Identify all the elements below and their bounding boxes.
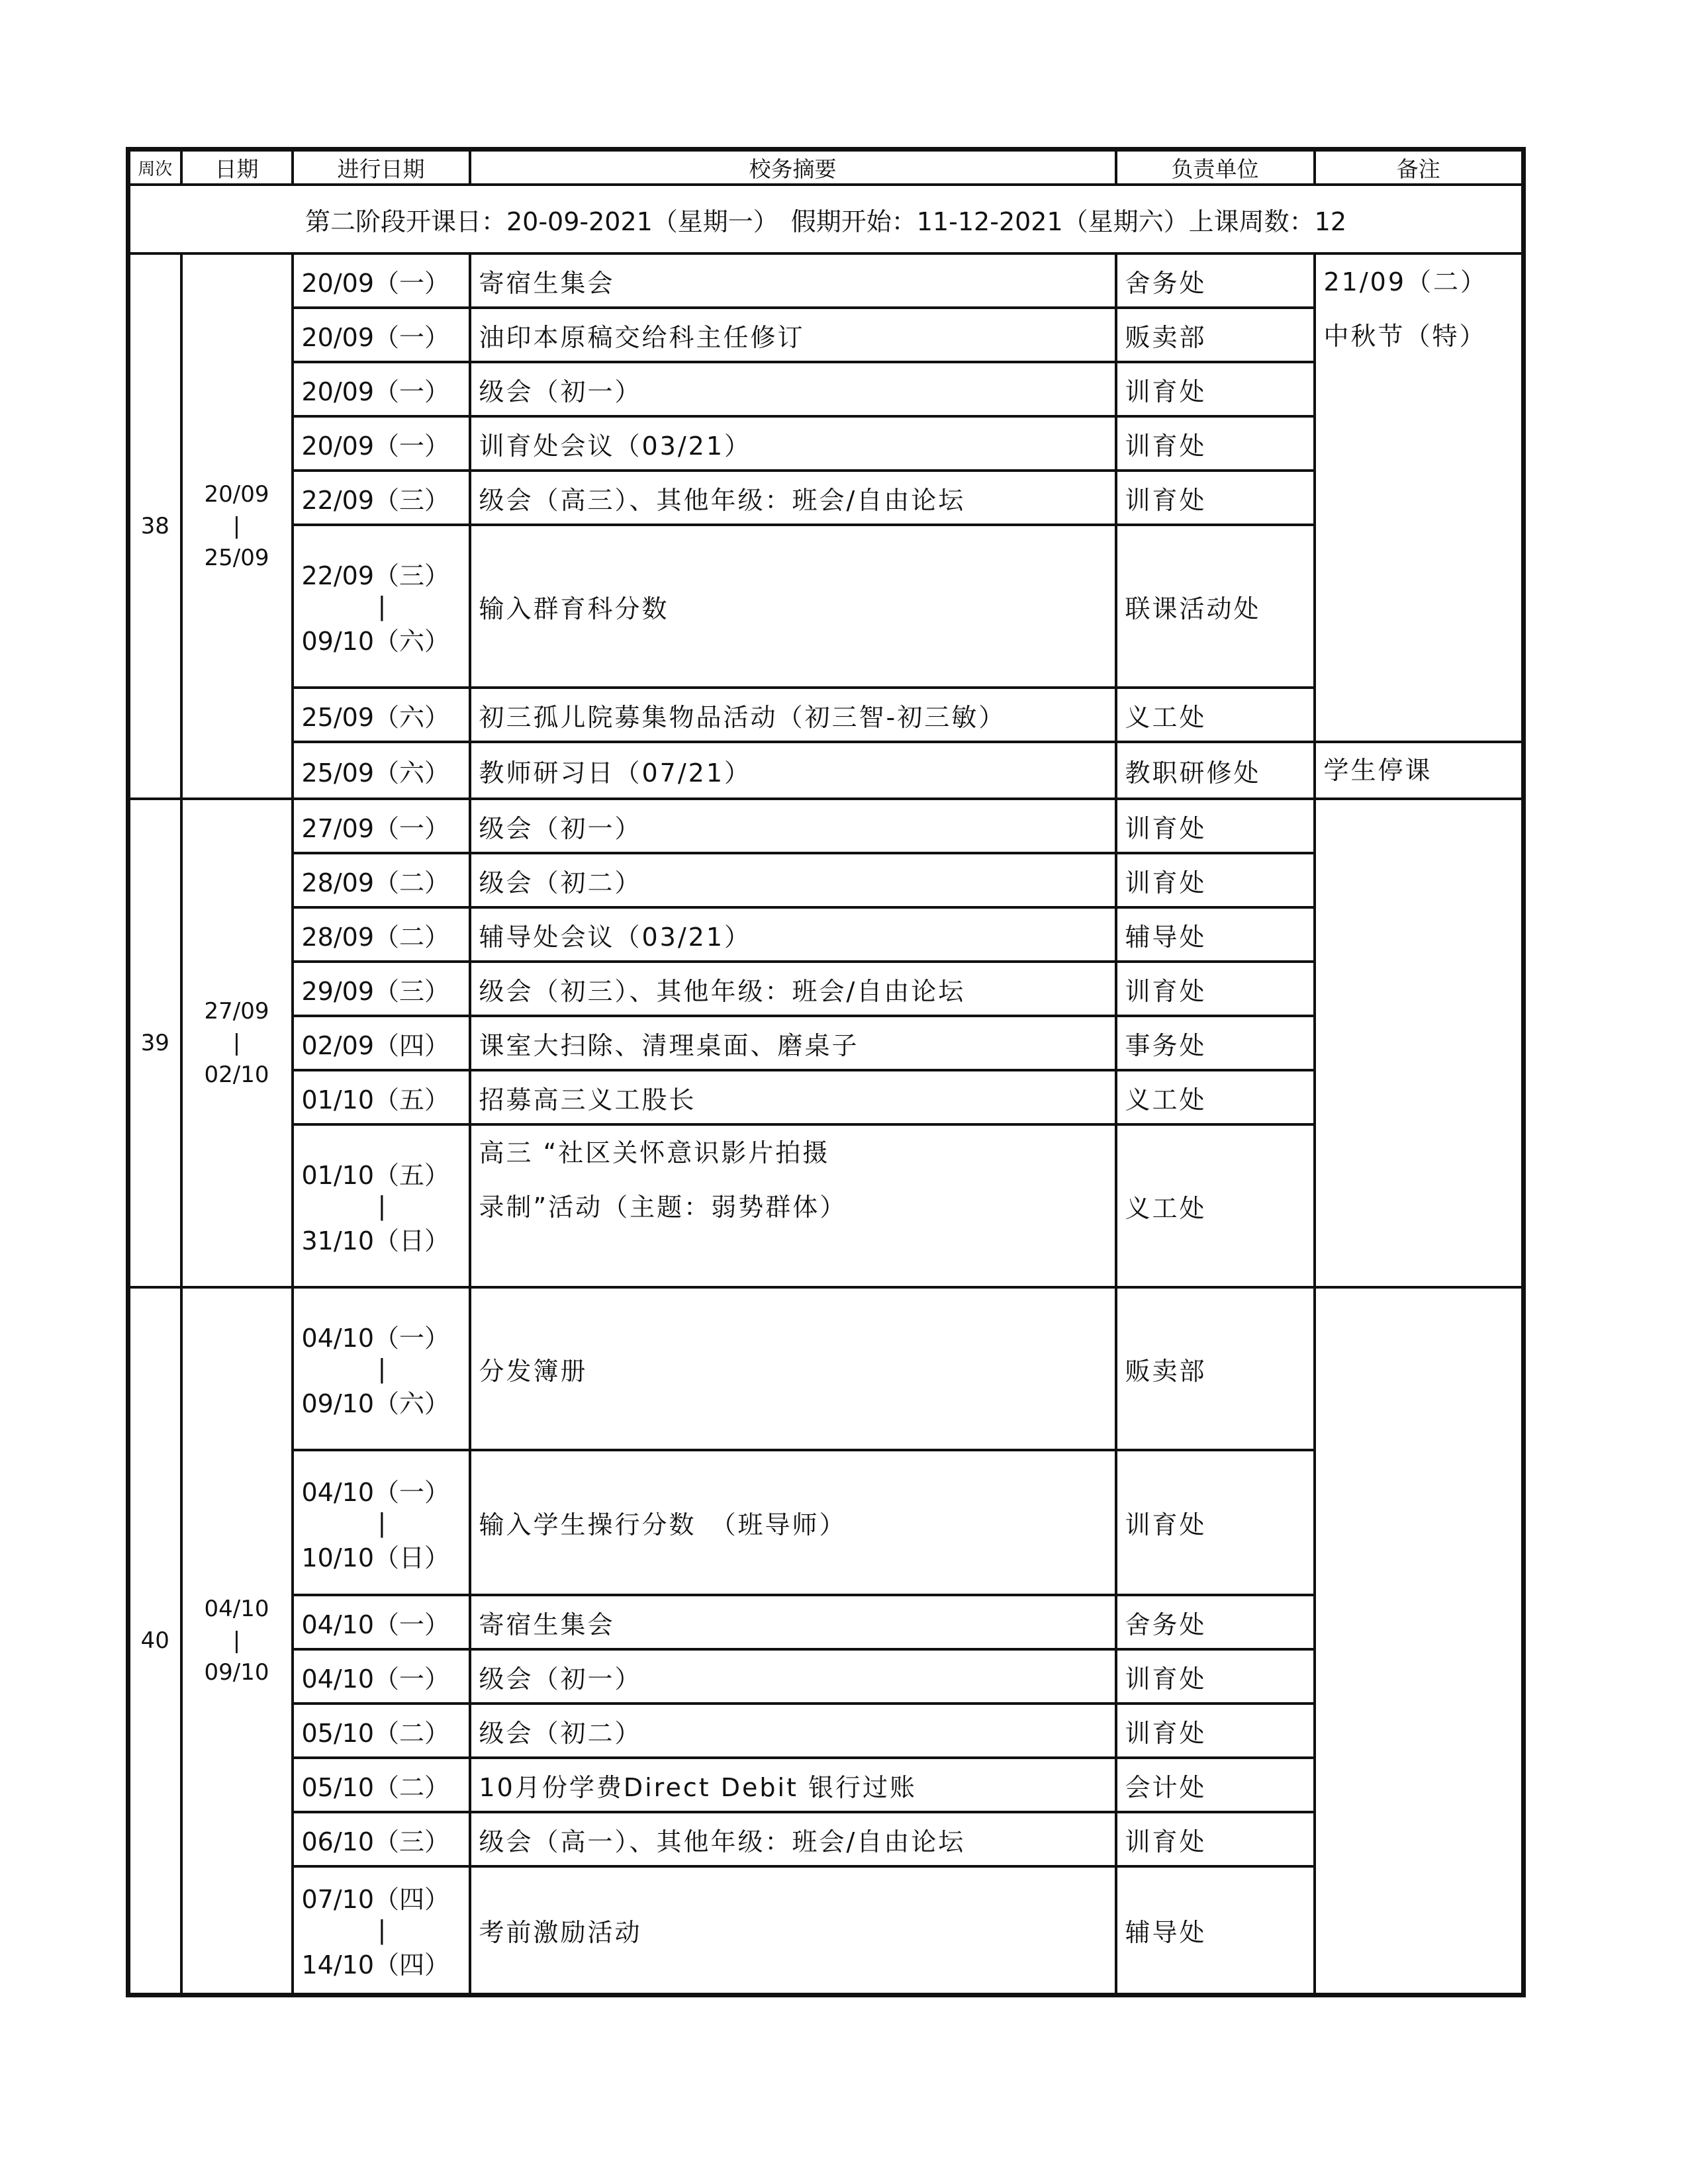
header-row bbox=[128, 150, 1524, 185]
responsible-unit: 训育处 bbox=[1116, 1704, 1315, 1758]
note-line: 中秋节（特） bbox=[1323, 322, 1487, 351]
task-summary: 课室大扫除、清理桌面、磨桌子 bbox=[470, 1016, 1116, 1070]
progress-date-range bbox=[293, 525, 470, 688]
range-from: 04/10 bbox=[204, 1595, 269, 1622]
date-end: 09/10（六） bbox=[301, 1389, 450, 1418]
note-cell: 学生停课 bbox=[1315, 742, 1524, 799]
responsible-unit: 贩卖部 bbox=[1116, 1287, 1315, 1450]
date-range-bar: | bbox=[377, 1354, 387, 1383]
table-row bbox=[128, 799, 1524, 853]
table-row bbox=[128, 1450, 1524, 1595]
task-summary: 招募高三义工股长 bbox=[470, 1070, 1116, 1124]
table-row bbox=[128, 742, 1524, 799]
note-line: 21/09（二） bbox=[1323, 267, 1488, 296]
responsible-unit: 贩卖部 bbox=[1116, 308, 1315, 362]
table-row bbox=[128, 907, 1524, 962]
responsible-unit: 舍务处 bbox=[1116, 253, 1315, 308]
table-row bbox=[128, 1595, 1524, 1649]
responsible-unit: 舍务处 bbox=[1116, 1595, 1315, 1649]
table-row bbox=[128, 253, 1524, 308]
responsible-unit: 训育处 bbox=[1116, 799, 1315, 853]
semester-banner: 第二阶段开课日：20-09-2021（星期一） 假期开始：11-12-2021（星期六）上课周数：12 bbox=[128, 185, 1524, 253]
range-from: 20/09 bbox=[204, 481, 269, 508]
date-end: 14/10（四） bbox=[301, 1950, 450, 1980]
table-row bbox=[128, 1016, 1524, 1070]
table-row bbox=[128, 1758, 1524, 1812]
responsible-unit: 训育处 bbox=[1116, 471, 1315, 525]
task-summary: 10月份学费Direct Debit 银行过账 bbox=[470, 1758, 1116, 1812]
date-start: 04/10（一） bbox=[301, 1477, 450, 1507]
task-summary: 初三孤儿院募集物品活动（初三智-初三敏） bbox=[470, 688, 1116, 742]
progress-date: 02/09（四） bbox=[293, 1016, 470, 1070]
range-to: 09/10 bbox=[204, 1659, 269, 1686]
date-end: 10/10（日） bbox=[301, 1543, 450, 1572]
progress-date: 04/10（一） bbox=[293, 1649, 470, 1704]
date-start: 07/10（四） bbox=[301, 1885, 450, 1915]
date-range-bar: | bbox=[377, 1191, 387, 1220]
task-line: 高三 “社区关怀意识影片拍摄 bbox=[479, 1138, 830, 1167]
table-row bbox=[128, 1124, 1524, 1287]
header-summary: 校务摘要 bbox=[470, 150, 1116, 185]
responsible-unit: 辅导处 bbox=[1116, 907, 1315, 962]
week-number: 39 bbox=[128, 799, 181, 1287]
responsible-unit: 义工处 bbox=[1116, 1070, 1315, 1124]
responsible-unit: 义工处 bbox=[1116, 1124, 1315, 1287]
progress-date-range bbox=[293, 1124, 470, 1287]
note-cell bbox=[1315, 799, 1524, 1287]
progress-date-range bbox=[293, 1287, 470, 1450]
task-summary: 级会（初三）、其他年级：班会/自由论坛 bbox=[470, 962, 1116, 1016]
progress-date: 20/09（一） bbox=[293, 416, 470, 471]
date-range-bar: | bbox=[377, 1915, 387, 1945]
progress-date: 22/09（三） bbox=[293, 471, 470, 525]
header-week: 周次 bbox=[128, 150, 181, 185]
progress-date: 28/09（二） bbox=[293, 907, 470, 962]
table-row bbox=[128, 1649, 1524, 1704]
progress-date: 05/10（二） bbox=[293, 1704, 470, 1758]
task-summary: 寄宿生集会 bbox=[470, 1595, 1116, 1649]
range-bar: | bbox=[232, 1030, 241, 1056]
responsible-unit: 辅导处 bbox=[1116, 1866, 1315, 1995]
task-summary: 油印本原稿交给科主任修订 bbox=[470, 308, 1116, 362]
responsible-unit: 训育处 bbox=[1116, 1450, 1315, 1595]
task-summary: 级会（初一） bbox=[470, 1649, 1116, 1704]
responsible-unit: 训育处 bbox=[1116, 962, 1315, 1016]
range-to: 25/09 bbox=[204, 545, 269, 571]
header-progress-date: 进行日期 bbox=[293, 150, 470, 185]
date-end: 09/10（六） bbox=[301, 627, 450, 656]
date-range-bar: | bbox=[377, 592, 387, 621]
week-range bbox=[181, 1287, 293, 1995]
table-row bbox=[128, 525, 1524, 688]
progress-date: 06/10（三） bbox=[293, 1812, 470, 1866]
week-range bbox=[181, 253, 293, 799]
note-cell bbox=[1315, 253, 1524, 742]
progress-date-range bbox=[293, 1866, 470, 1995]
task-summary: 考前激励活动 bbox=[470, 1866, 1116, 1995]
task-summary: 分发簿册 bbox=[470, 1287, 1116, 1450]
task-summary: 辅导处会议（03/21） bbox=[470, 907, 1116, 962]
progress-date-range bbox=[293, 1450, 470, 1595]
table-row bbox=[128, 1704, 1524, 1758]
task-summary: 级会（高一）、其他年级：班会/自由论坛 bbox=[470, 1812, 1116, 1866]
range-to: 02/10 bbox=[204, 1062, 269, 1088]
date-end: 31/10（日） bbox=[301, 1226, 450, 1255]
responsible-unit: 训育处 bbox=[1116, 853, 1315, 907]
progress-date: 25/09（六） bbox=[293, 742, 470, 799]
table-row bbox=[128, 1287, 1524, 1450]
school-calendar-table bbox=[126, 147, 1526, 1997]
table-row bbox=[128, 416, 1524, 471]
task-summary: 输入群育科分数 bbox=[470, 525, 1116, 688]
responsible-unit: 联课活动处 bbox=[1116, 525, 1315, 688]
responsible-unit: 会计处 bbox=[1116, 1758, 1315, 1812]
responsible-unit: 训育处 bbox=[1116, 362, 1315, 416]
note-cell bbox=[1315, 1287, 1524, 1995]
progress-date: 29/09（三） bbox=[293, 962, 470, 1016]
table-row bbox=[128, 853, 1524, 907]
responsible-unit: 训育处 bbox=[1116, 1649, 1315, 1704]
task-summary: 级会（初一） bbox=[470, 362, 1116, 416]
range-from: 27/09 bbox=[204, 998, 269, 1024]
task-summary: 训育处会议（03/21） bbox=[470, 416, 1116, 471]
week-range bbox=[181, 799, 293, 1287]
task-summary: 级会（初二） bbox=[470, 1704, 1116, 1758]
week-number: 40 bbox=[128, 1287, 181, 1995]
responsible-unit: 事务处 bbox=[1116, 1016, 1315, 1070]
progress-date: 04/10（一） bbox=[293, 1595, 470, 1649]
progress-date: 20/09（一） bbox=[293, 308, 470, 362]
progress-date: 27/09（一） bbox=[293, 799, 470, 853]
banner-row bbox=[128, 185, 1524, 253]
task-summary: 寄宿生集会 bbox=[470, 253, 1116, 308]
table-row bbox=[128, 362, 1524, 416]
date-start: 01/10（五） bbox=[301, 1161, 450, 1190]
table-row bbox=[128, 688, 1524, 742]
task-summary: 教师研习日（07/21） bbox=[470, 742, 1116, 799]
table-row bbox=[128, 962, 1524, 1016]
table-row bbox=[128, 471, 1524, 525]
range-bar: | bbox=[232, 513, 241, 539]
responsible-unit: 训育处 bbox=[1116, 1812, 1315, 1866]
header-unit: 负责单位 bbox=[1116, 150, 1315, 185]
task-summary-multiline bbox=[470, 1124, 1116, 1287]
progress-date: 05/10（二） bbox=[293, 1758, 470, 1812]
task-line: 录制”活动（主题：弱势群体） bbox=[479, 1193, 847, 1222]
table-row bbox=[128, 1812, 1524, 1866]
table-row bbox=[128, 308, 1524, 362]
table-row bbox=[128, 1070, 1524, 1124]
responsible-unit: 教职研修处 bbox=[1116, 742, 1315, 799]
range-bar: | bbox=[232, 1627, 241, 1654]
responsible-unit: 义工处 bbox=[1116, 688, 1315, 742]
progress-date: 01/10（五） bbox=[293, 1070, 470, 1124]
date-start: 04/10（一） bbox=[301, 1324, 450, 1353]
progress-date: 25/09（六） bbox=[293, 688, 470, 742]
progress-date: 20/09（一） bbox=[293, 253, 470, 308]
task-summary: 级会（初一） bbox=[470, 799, 1116, 853]
task-summary: 级会（高三）、其他年级：班会/自由论坛 bbox=[470, 471, 1116, 525]
task-summary: 输入学生操行分数 （班导师） bbox=[470, 1450, 1116, 1595]
date-start: 22/09（三） bbox=[301, 561, 450, 590]
task-summary: 级会（初二） bbox=[470, 853, 1116, 907]
header-note: 备注 bbox=[1315, 150, 1524, 185]
week-number: 38 bbox=[128, 253, 181, 799]
progress-date: 20/09（一） bbox=[293, 362, 470, 416]
header-date: 日期 bbox=[181, 150, 293, 185]
date-range-bar: | bbox=[377, 1508, 387, 1537]
table-row bbox=[128, 1866, 1524, 1995]
responsible-unit: 训育处 bbox=[1116, 416, 1315, 471]
progress-date: 28/09（二） bbox=[293, 853, 470, 907]
